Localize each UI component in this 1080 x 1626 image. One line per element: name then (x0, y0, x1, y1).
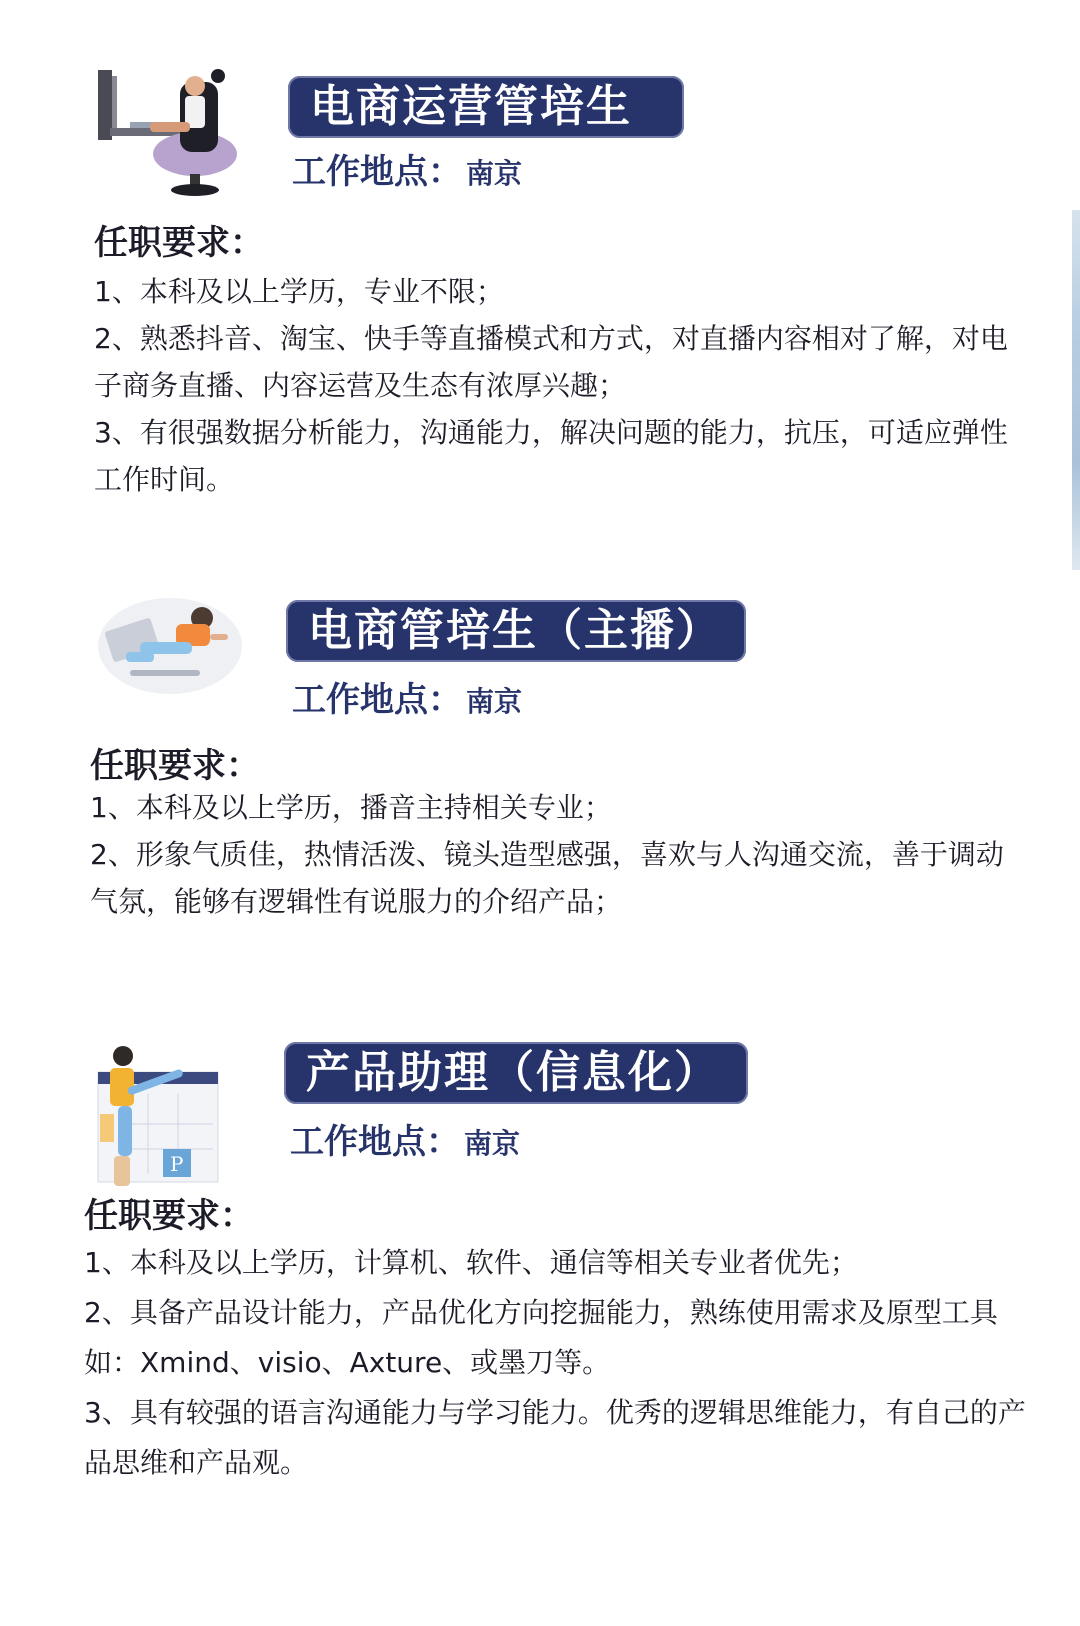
job-section-3 (0, 1040, 1080, 1626)
requirements-heading: 任职要求： (84, 1196, 254, 1236)
requirement-item: 3、具有较强的语言沟通能力与学习能力。优秀的逻辑思维能力，有自己的产品思维和产品观。 (84, 1396, 1026, 1479)
requirement-item: 1、本科及以上学历，专业不限； (94, 275, 504, 308)
location-label: 工作地点： (292, 152, 462, 192)
job-title: 电商运营管培生 (310, 81, 632, 132)
location-city: 南京 (466, 157, 523, 190)
requirements-heading: 任职要求： (90, 746, 260, 786)
job-location (290, 1114, 520, 1163)
requirement-item: 1、本科及以上学历，播音主持相关专业； (90, 791, 612, 824)
location-label: 工作地点： (290, 1122, 460, 1162)
person-reclining-icon (90, 584, 250, 704)
job-section-2 (0, 560, 1080, 980)
requirement-item: 1、本科及以上学历，计算机、软件、通信等相关专业者优先； (84, 1246, 858, 1279)
requirement-item: 3、有很强数据分析能力，沟通能力，解决问题的能力，抗压，可适应弹性工作时间。 (94, 416, 1008, 496)
requirements-heading: 任职要求： (94, 223, 264, 263)
requirement-item: 2、形象气质佳，热情活泼、镜头造型感强，喜欢与人沟通交流，善于调动气氛，能够有逻辑性有说服力的介绍产品； (90, 838, 1004, 918)
requirements-list (90, 784, 1030, 925)
job-title-pill (284, 1042, 748, 1104)
job-location (292, 144, 522, 193)
job-title-pill (288, 76, 684, 138)
job-section-1 (0, 0, 1080, 500)
location-city: 南京 (466, 685, 523, 718)
person-at-computer-icon (90, 62, 240, 197)
requirement-item: 2、具备产品设计能力，产品优化方向挖掘能力，熟练使用需求及原型工具如：Xmind、visio、Axture、或墨刀等。 (84, 1296, 998, 1379)
job-title: 产品助理（信息化） (306, 1047, 720, 1098)
location-city: 南京 (464, 1127, 521, 1160)
person-with-chart-icon (88, 1044, 228, 1204)
location-label: 工作地点： (292, 680, 462, 720)
requirements-list (84, 1238, 1034, 1488)
requirements-list (94, 268, 1024, 503)
job-location (292, 672, 522, 721)
requirement-item: 2、熟悉抖音、淘宝、快手等直播模式和方式，对直播内容相对了解，对电子商务直播、内容运营及生态有浓厚兴趣； (94, 322, 1008, 402)
job-title-pill (286, 600, 746, 662)
svg-text:P: P (170, 1152, 184, 1176)
job-title: 电商管培生（主播） (308, 605, 722, 656)
